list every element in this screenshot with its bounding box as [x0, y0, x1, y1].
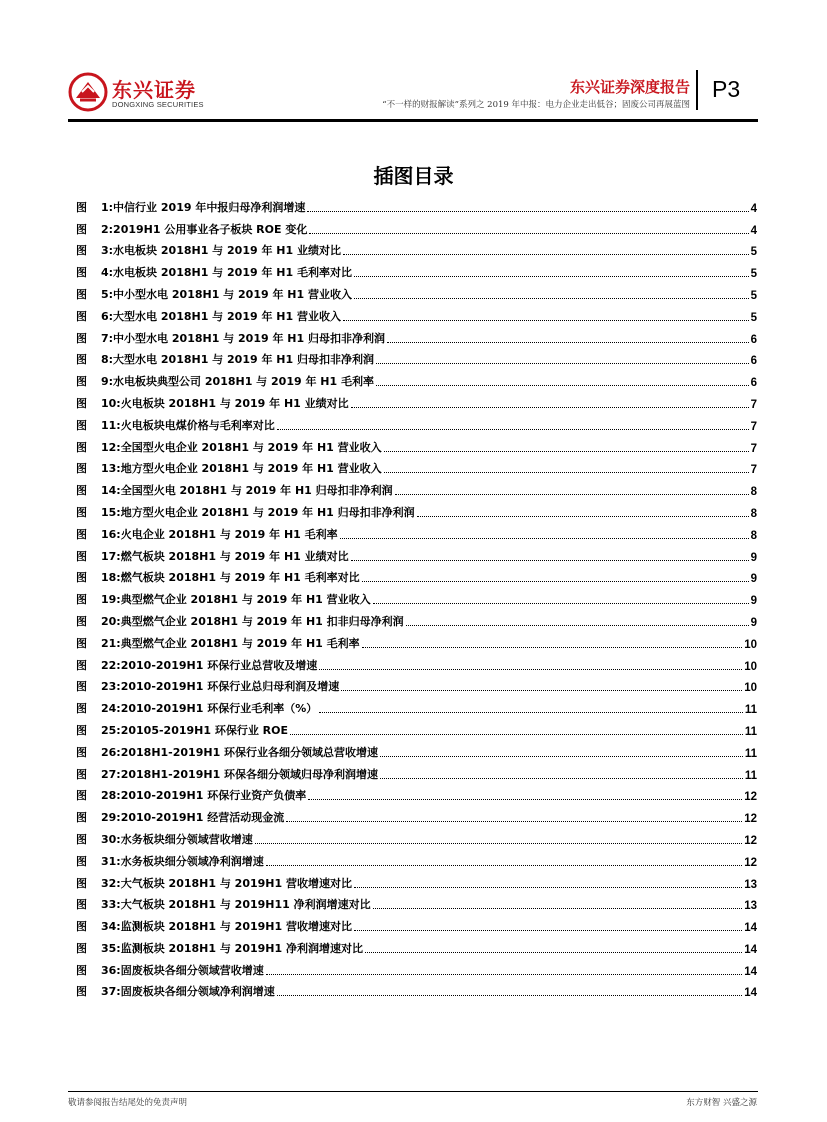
figure-prefix: 图 [76, 832, 87, 846]
toc-entry[interactable] [76, 258, 757, 280]
toc-entry[interactable] [76, 585, 757, 607]
toc-entry-title: 1:中信行业 2019 年中报归母净利润增速 [101, 200, 306, 214]
figure-prefix: 图 [76, 920, 87, 934]
toc-entry-page: 13 [744, 900, 757, 913]
toc-entry-page: 10 [744, 682, 757, 695]
toc-entry-page: 9 [750, 616, 757, 629]
dot-leader [290, 733, 743, 735]
toc-entry[interactable] [76, 847, 757, 869]
figure-prefix: 图 [76, 309, 87, 323]
toc-entry[interactable] [76, 891, 757, 913]
toc-entry-page: 7 [750, 398, 757, 411]
dot-leader [380, 777, 743, 779]
dot-leader [266, 864, 742, 866]
toc-entry-page: 14 [744, 965, 757, 978]
figure-prefix: 图 [76, 593, 87, 607]
figure-prefix: 图 [76, 462, 87, 476]
toc-entry-page: 11 [744, 747, 757, 760]
dot-leader [417, 515, 749, 517]
toc-entry[interactable] [76, 782, 757, 804]
toc-entry-page: 4 [750, 202, 757, 215]
toc-entry-page: 9 [750, 573, 757, 586]
dot-leader [406, 624, 749, 626]
toc-entry-title: 21:典型燃气企业 2018H1 与 2019 年 H1 毛利率 [101, 636, 360, 650]
toc-entry[interactable] [76, 716, 757, 738]
toc-entry-page: 7 [750, 464, 757, 477]
dot-leader [343, 253, 749, 255]
toc-entry[interactable] [76, 651, 757, 673]
dot-leader [319, 668, 742, 670]
toc-entry[interactable] [76, 520, 757, 542]
figure-prefix: 图 [76, 396, 87, 410]
dot-leader [395, 493, 749, 495]
figure-prefix: 图 [76, 266, 87, 280]
dot-leader [362, 580, 749, 582]
toc-entry-page: 12 [744, 856, 757, 869]
toc-entry[interactable] [76, 869, 757, 891]
logo-mark-icon [68, 72, 108, 112]
toc-title: 插图目录 [373, 164, 454, 188]
toc-entry-title: 35:监测板块 2018H1 与 2019H1 净利润增速对比 [101, 941, 363, 955]
toc-entry-page: 12 [744, 813, 757, 826]
toc-entry-title: 36:固废板块各细分领域营收增速 [101, 963, 264, 977]
toc-entry-title: 3:水电板块 2018H1 与 2019 年 H1 业绩对比 [101, 244, 341, 258]
figure-prefix: 图 [76, 527, 87, 541]
toc-entry-page: 8 [750, 486, 757, 499]
toc-entry-title: 20:典型燃气企业 2018H1 与 2019 年 H1 扣非归母净利润 [101, 614, 404, 628]
dot-leader [376, 384, 749, 386]
footer-disclaimer: 敬请参阅报告结尾处的免责声明 [68, 1098, 188, 1108]
toc-entry[interactable] [76, 978, 757, 1000]
toc-entry-page: 12 [744, 791, 757, 804]
dot-leader [341, 689, 742, 691]
toc-entry[interactable] [76, 760, 757, 782]
dot-leader [384, 471, 749, 473]
toc-entry-title: 24:2010-2019H1 环保行业毛利率（%） [101, 702, 318, 716]
toc-entry-page: 14 [744, 987, 757, 1000]
toc-entry[interactable] [76, 825, 757, 847]
toc-entry[interactable] [76, 607, 757, 629]
dot-leader [354, 929, 742, 931]
dot-leader [286, 820, 742, 822]
toc-entry[interactable] [76, 934, 757, 956]
figure-prefix: 图 [76, 375, 87, 389]
dot-leader [277, 994, 742, 996]
dot-leader [351, 406, 749, 408]
figure-list [76, 193, 757, 999]
toc-entry-title: 33:大气板块 2018H1 与 2019H11 净利润增速对比 [101, 898, 371, 912]
dot-leader [351, 559, 749, 561]
toc-entry[interactable] [76, 302, 757, 324]
dot-leader [373, 907, 743, 909]
toc-entry-title: 5:中小型水电 2018H1 与 2019 年 H1 营业收入 [101, 287, 352, 301]
dot-leader [387, 341, 749, 343]
toc-entry[interactable] [76, 912, 757, 934]
toc-entry[interactable] [76, 324, 757, 346]
figure-prefix: 图 [76, 484, 87, 498]
toc-entry-title: 12:全国型火电企业 2018H1 与 2019 年 H1 营业收入 [101, 440, 382, 454]
toc-entry[interactable] [76, 629, 757, 651]
footer-rule [68, 1091, 758, 1092]
toc-entry[interactable] [76, 455, 757, 477]
dot-leader [266, 973, 742, 975]
dot-leader [340, 537, 749, 539]
toc-entry-page: 6 [750, 377, 757, 390]
toc-entry-title: 22:2010-2019H1 环保行业总营收及增速 [101, 658, 318, 672]
figure-prefix: 图 [76, 658, 87, 672]
toc-entry[interactable] [76, 673, 757, 695]
figure-prefix: 图 [76, 702, 87, 716]
header-rule [68, 119, 758, 122]
toc-entry-page: 7 [750, 420, 757, 433]
dot-leader [277, 428, 749, 430]
toc-entry[interactable] [76, 389, 757, 411]
dot-leader [380, 755, 743, 757]
dot-leader [354, 886, 742, 888]
toc-entry-page: 5 [750, 311, 757, 324]
figure-prefix: 图 [76, 680, 87, 694]
figure-prefix: 图 [76, 244, 87, 258]
toc-entry-title: 7:中小型水电 2018H1 与 2019 年 H1 归母扣非净利润 [101, 331, 385, 345]
toc-entry-page: 11 [744, 725, 757, 738]
figure-prefix: 图 [76, 767, 87, 781]
dot-leader [308, 798, 742, 800]
dot-leader [373, 602, 749, 604]
figure-prefix: 图 [76, 898, 87, 912]
toc-entry-title: 10:火电板块 2018H1 与 2019 年 H1 业绩对比 [101, 396, 349, 410]
figure-prefix: 图 [76, 440, 87, 454]
toc-entry[interactable] [76, 411, 757, 433]
dot-leader [376, 362, 749, 364]
logo-text-en: DONGXING SECURITIES [112, 100, 204, 109]
page-header [0, 0, 827, 130]
toc-entry-title: 19:典型燃气企业 2018H1 与 2019 年 H1 营业收入 [101, 593, 371, 607]
toc-entry[interactable] [76, 215, 757, 237]
toc-entry[interactable] [76, 346, 757, 368]
figure-prefix: 图 [76, 876, 87, 890]
toc-entry-title: 17:燃气板块 2018H1 与 2019 年 H1 业绩对比 [101, 549, 349, 563]
figure-prefix: 图 [76, 549, 87, 563]
toc-entry-title: 8:大型水电 2018H1 与 2019 年 H1 归母扣非净利润 [101, 353, 374, 367]
toc-entry-page: 14 [744, 943, 757, 956]
toc-entry-page: 13 [744, 878, 757, 891]
figure-prefix: 图 [76, 963, 87, 977]
toc-entry-title: 2:2019H1 公用事业各子板块 ROE 变化 [101, 222, 308, 236]
toc-entry[interactable] [76, 803, 757, 825]
toc-entry-title: 26:2018H1-2019H1 环保行业各细分领域总营收增速 [101, 745, 379, 759]
dot-leader [354, 275, 749, 277]
toc-entry-page: 11 [744, 769, 757, 782]
toc-entry-title: 18:燃气板块 2018H1 与 2019 年 H1 毛利率对比 [101, 571, 360, 585]
figure-prefix: 图 [76, 287, 87, 301]
dot-leader [255, 842, 742, 844]
company-logo [68, 72, 208, 116]
toc-entry-page: 8 [750, 529, 757, 542]
toc-entry[interactable] [76, 956, 757, 978]
footer-slogan: 东方财智 兴盛之源 [686, 1098, 757, 1108]
toc-entry-page: 11 [744, 704, 757, 717]
figure-prefix: 图 [76, 811, 87, 825]
figure-prefix: 图 [76, 941, 87, 955]
dot-leader [307, 210, 748, 212]
toc-entry-title: 15:地方型火电企业 2018H1 与 2019 年 H1 归母扣非净利润 [101, 505, 415, 519]
dot-leader [343, 319, 749, 321]
toc-entry-title: 31:水务板块细分领域净利润增速 [101, 854, 264, 868]
page-number: P3 [712, 76, 741, 102]
toc-entry-page: 7 [750, 442, 757, 455]
toc-entry-title: 23:2010-2019H1 环保行业总归母利润及增速 [101, 680, 340, 694]
toc-entry-title: 29:2010-2019H1 经营活动现金流 [101, 811, 285, 825]
toc-entry[interactable] [76, 564, 757, 586]
toc-entry-title: 16:火电企业 2018H1 与 2019 年 H1 毛利率 [101, 527, 338, 541]
toc-entry[interactable] [76, 193, 757, 215]
toc-entry-page: 9 [750, 551, 757, 564]
toc-entry-title: 34:监测板块 2018H1 与 2019H1 营收增速对比 [101, 920, 352, 934]
toc-entry-page: 6 [750, 355, 757, 368]
figure-prefix: 图 [76, 353, 87, 367]
figure-prefix: 图 [76, 636, 87, 650]
figure-prefix: 图 [76, 789, 87, 803]
figure-prefix: 图 [76, 614, 87, 628]
logo-text-cn: 东兴证券 [112, 78, 196, 102]
toc-entry[interactable] [76, 738, 757, 760]
toc-entry-page: 5 [750, 289, 757, 302]
toc-entry-page: 14 [744, 922, 757, 935]
toc-entry[interactable] [76, 433, 757, 455]
report-subtitle: “不一样的财报解读”系列之 2019 年中报：电力企业走出低谷；固废公司再展蓝图 [382, 100, 690, 110]
toc-entry-page: 5 [750, 268, 757, 281]
figure-prefix: 图 [76, 723, 87, 737]
toc-entry[interactable] [76, 476, 757, 498]
dot-leader [365, 951, 742, 953]
figure-prefix: 图 [76, 331, 87, 345]
figure-prefix: 图 [76, 222, 87, 236]
dot-leader [319, 711, 743, 713]
toc-entry-page: 8 [750, 507, 757, 520]
figure-prefix: 图 [76, 200, 87, 214]
toc-entry-title: 11:火电板块电煤价格与毛利率对比 [101, 418, 275, 432]
toc-entry[interactable] [76, 498, 757, 520]
figure-prefix: 图 [76, 418, 87, 432]
dot-leader [354, 297, 749, 299]
toc-entry-page: 10 [744, 660, 757, 673]
dot-leader [362, 646, 743, 648]
toc-entry-title: 32:大气板块 2018H1 与 2019H1 营收增速对比 [101, 876, 352, 890]
toc-entry[interactable] [76, 542, 757, 564]
figure-prefix: 图 [76, 505, 87, 519]
toc-entry-page: 10 [744, 638, 757, 651]
toc-entry-page: 5 [750, 246, 757, 259]
toc-entry-page: 9 [750, 595, 757, 608]
toc-entry[interactable] [76, 694, 757, 716]
toc-entry-title: 14:全国型火电 2018H1 与 2019 年 H1 归母扣非净利润 [101, 484, 393, 498]
toc-entry-title: 30:水务板块细分领域营收增速 [101, 832, 253, 846]
toc-entry-title: 6:大型水电 2018H1 与 2019 年 H1 营业收入 [101, 309, 341, 323]
toc-entry-page: 4 [750, 224, 757, 237]
toc-entry[interactable] [76, 280, 757, 302]
toc-entry[interactable] [76, 367, 757, 389]
toc-entry-title: 9:水电板块典型公司 2018H1 与 2019 年 H1 毛利率 [101, 375, 374, 389]
toc-entry-title: 13:地方型火电企业 2018H1 与 2019 年 H1 营业收入 [101, 462, 382, 476]
figure-prefix: 图 [76, 854, 87, 868]
toc-entry-page: 12 [744, 834, 757, 847]
toc-entry-title: 4:水电板块 2018H1 与 2019 年 H1 毛利率对比 [101, 266, 352, 280]
toc-entry-page: 6 [750, 333, 757, 346]
toc-entry-title: 28:2010-2019H1 环保行业资产负债率 [101, 789, 307, 803]
header-divider [696, 70, 698, 110]
dot-leader [309, 232, 748, 234]
toc-entry-title: 25:20105-2019H1 环保行业 ROE [101, 723, 289, 737]
figure-prefix: 图 [76, 571, 87, 585]
toc-entry-title: 27:2018H1-2019H1 环保各细分领域归母净利润增速 [101, 767, 379, 781]
dot-leader [384, 450, 749, 452]
toc-entry[interactable] [76, 237, 757, 259]
figure-prefix: 图 [76, 985, 87, 999]
toc-entry-title: 37:固废板块各细分领域净利润增速 [101, 985, 275, 999]
report-title: 东兴证券深度报告 [569, 78, 690, 96]
figure-prefix: 图 [76, 745, 87, 759]
